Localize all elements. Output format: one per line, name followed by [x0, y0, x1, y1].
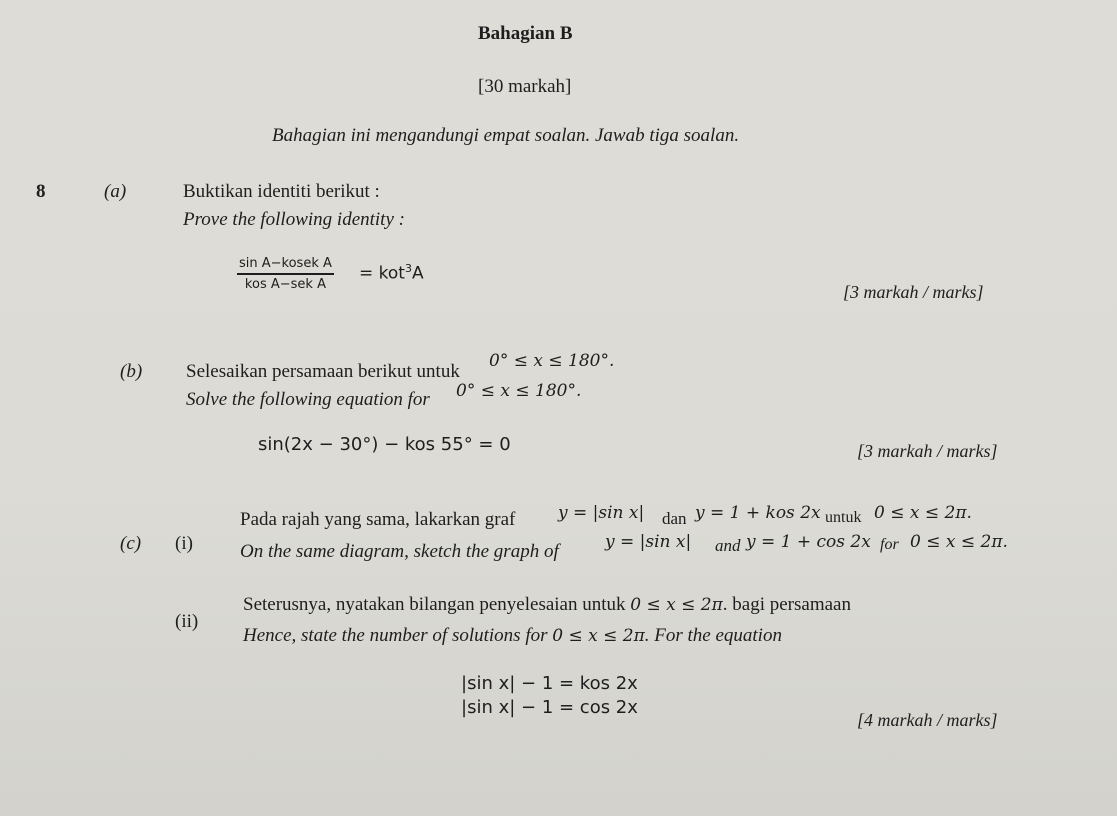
part-c-ii-label: (ii)	[175, 611, 199, 632]
part-a-text-en: Prove the following identity :	[183, 209, 405, 230]
total-marks: [30 markah]	[478, 76, 572, 97]
identity-numerator: sin A−kosek A	[239, 256, 332, 271]
fraction-bar	[237, 273, 334, 275]
part-b-text-en: Solve the following equation for	[186, 389, 430, 410]
part-c-label: (c)	[120, 533, 142, 554]
part-a-label: (a)	[104, 181, 127, 202]
and-word: and	[715, 536, 741, 555]
dan-word: dan	[662, 509, 687, 528]
identity-denominator: kos A−sek A	[244, 276, 326, 292]
part-c-i-label: (i)	[175, 533, 193, 554]
question-number: 8	[36, 181, 46, 202]
part-c-ii-text-ms: Seterusnya, nyatakan bilangan penyelesaian untuk 0 ≤ x ≤ 2π. bagi persamaan	[243, 594, 851, 615]
part-b-equation: sin(2x − 30°) − kos 55° = 0	[258, 434, 511, 455]
graph-function-1-ms: y = |sin x|	[558, 503, 645, 523]
graph-function-2-ms: y = 1 + kos 2x	[695, 503, 821, 523]
part-c-i-range-ms: 0 ≤ x ≤ 2π.	[874, 503, 972, 523]
identity-rhs: = kot$^3$A	[359, 262, 424, 284]
untuk-word: untuk	[825, 509, 862, 526]
identity-fraction	[237, 256, 334, 292]
graph-function-2-en: y = 1 + cos 2x	[746, 532, 871, 552]
part-b-range-ms: 0° ≤ x ≤ 180°.	[489, 351, 615, 371]
part-c-i-text-ms: Pada rajah yang sama, lakarkan graf	[240, 509, 516, 530]
part-a-text-ms: Buktikan identiti berikut :	[183, 181, 380, 202]
section-instruction: Bahagian ini mengandungi empat soalan. Jawab tiga soalan.	[272, 125, 740, 146]
section-title: Bahagian B	[478, 23, 573, 44]
part-b-range-en: 0° ≤ x ≤ 180°.	[456, 381, 582, 401]
graph-function-1-en: y = |sin x|	[605, 532, 692, 552]
part-c-ii-text-en: Hence, state the number of solutions for 0 ≤ x ≤ 2π. For the equation	[243, 625, 782, 646]
part-c-i-range-en: 0 ≤ x ≤ 2π.	[910, 532, 1008, 552]
part-c-i-text-en: On the same diagram, sketch the graph of	[240, 541, 559, 562]
part-b-label: (b)	[120, 361, 143, 382]
part-b-text-ms: Selesaikan persamaan berikut untuk	[186, 361, 460, 382]
equation-ms: |sin x| − 1 = kos 2x	[461, 673, 638, 694]
part-a-marks: [3 markah / marks]	[843, 282, 984, 302]
for-word: for	[880, 536, 899, 553]
part-c-marks: [4 markah / marks]	[857, 710, 998, 730]
equation-en: |sin x| − 1 = cos 2x	[461, 697, 638, 718]
part-b-marks: [3 markah / marks]	[857, 441, 998, 461]
